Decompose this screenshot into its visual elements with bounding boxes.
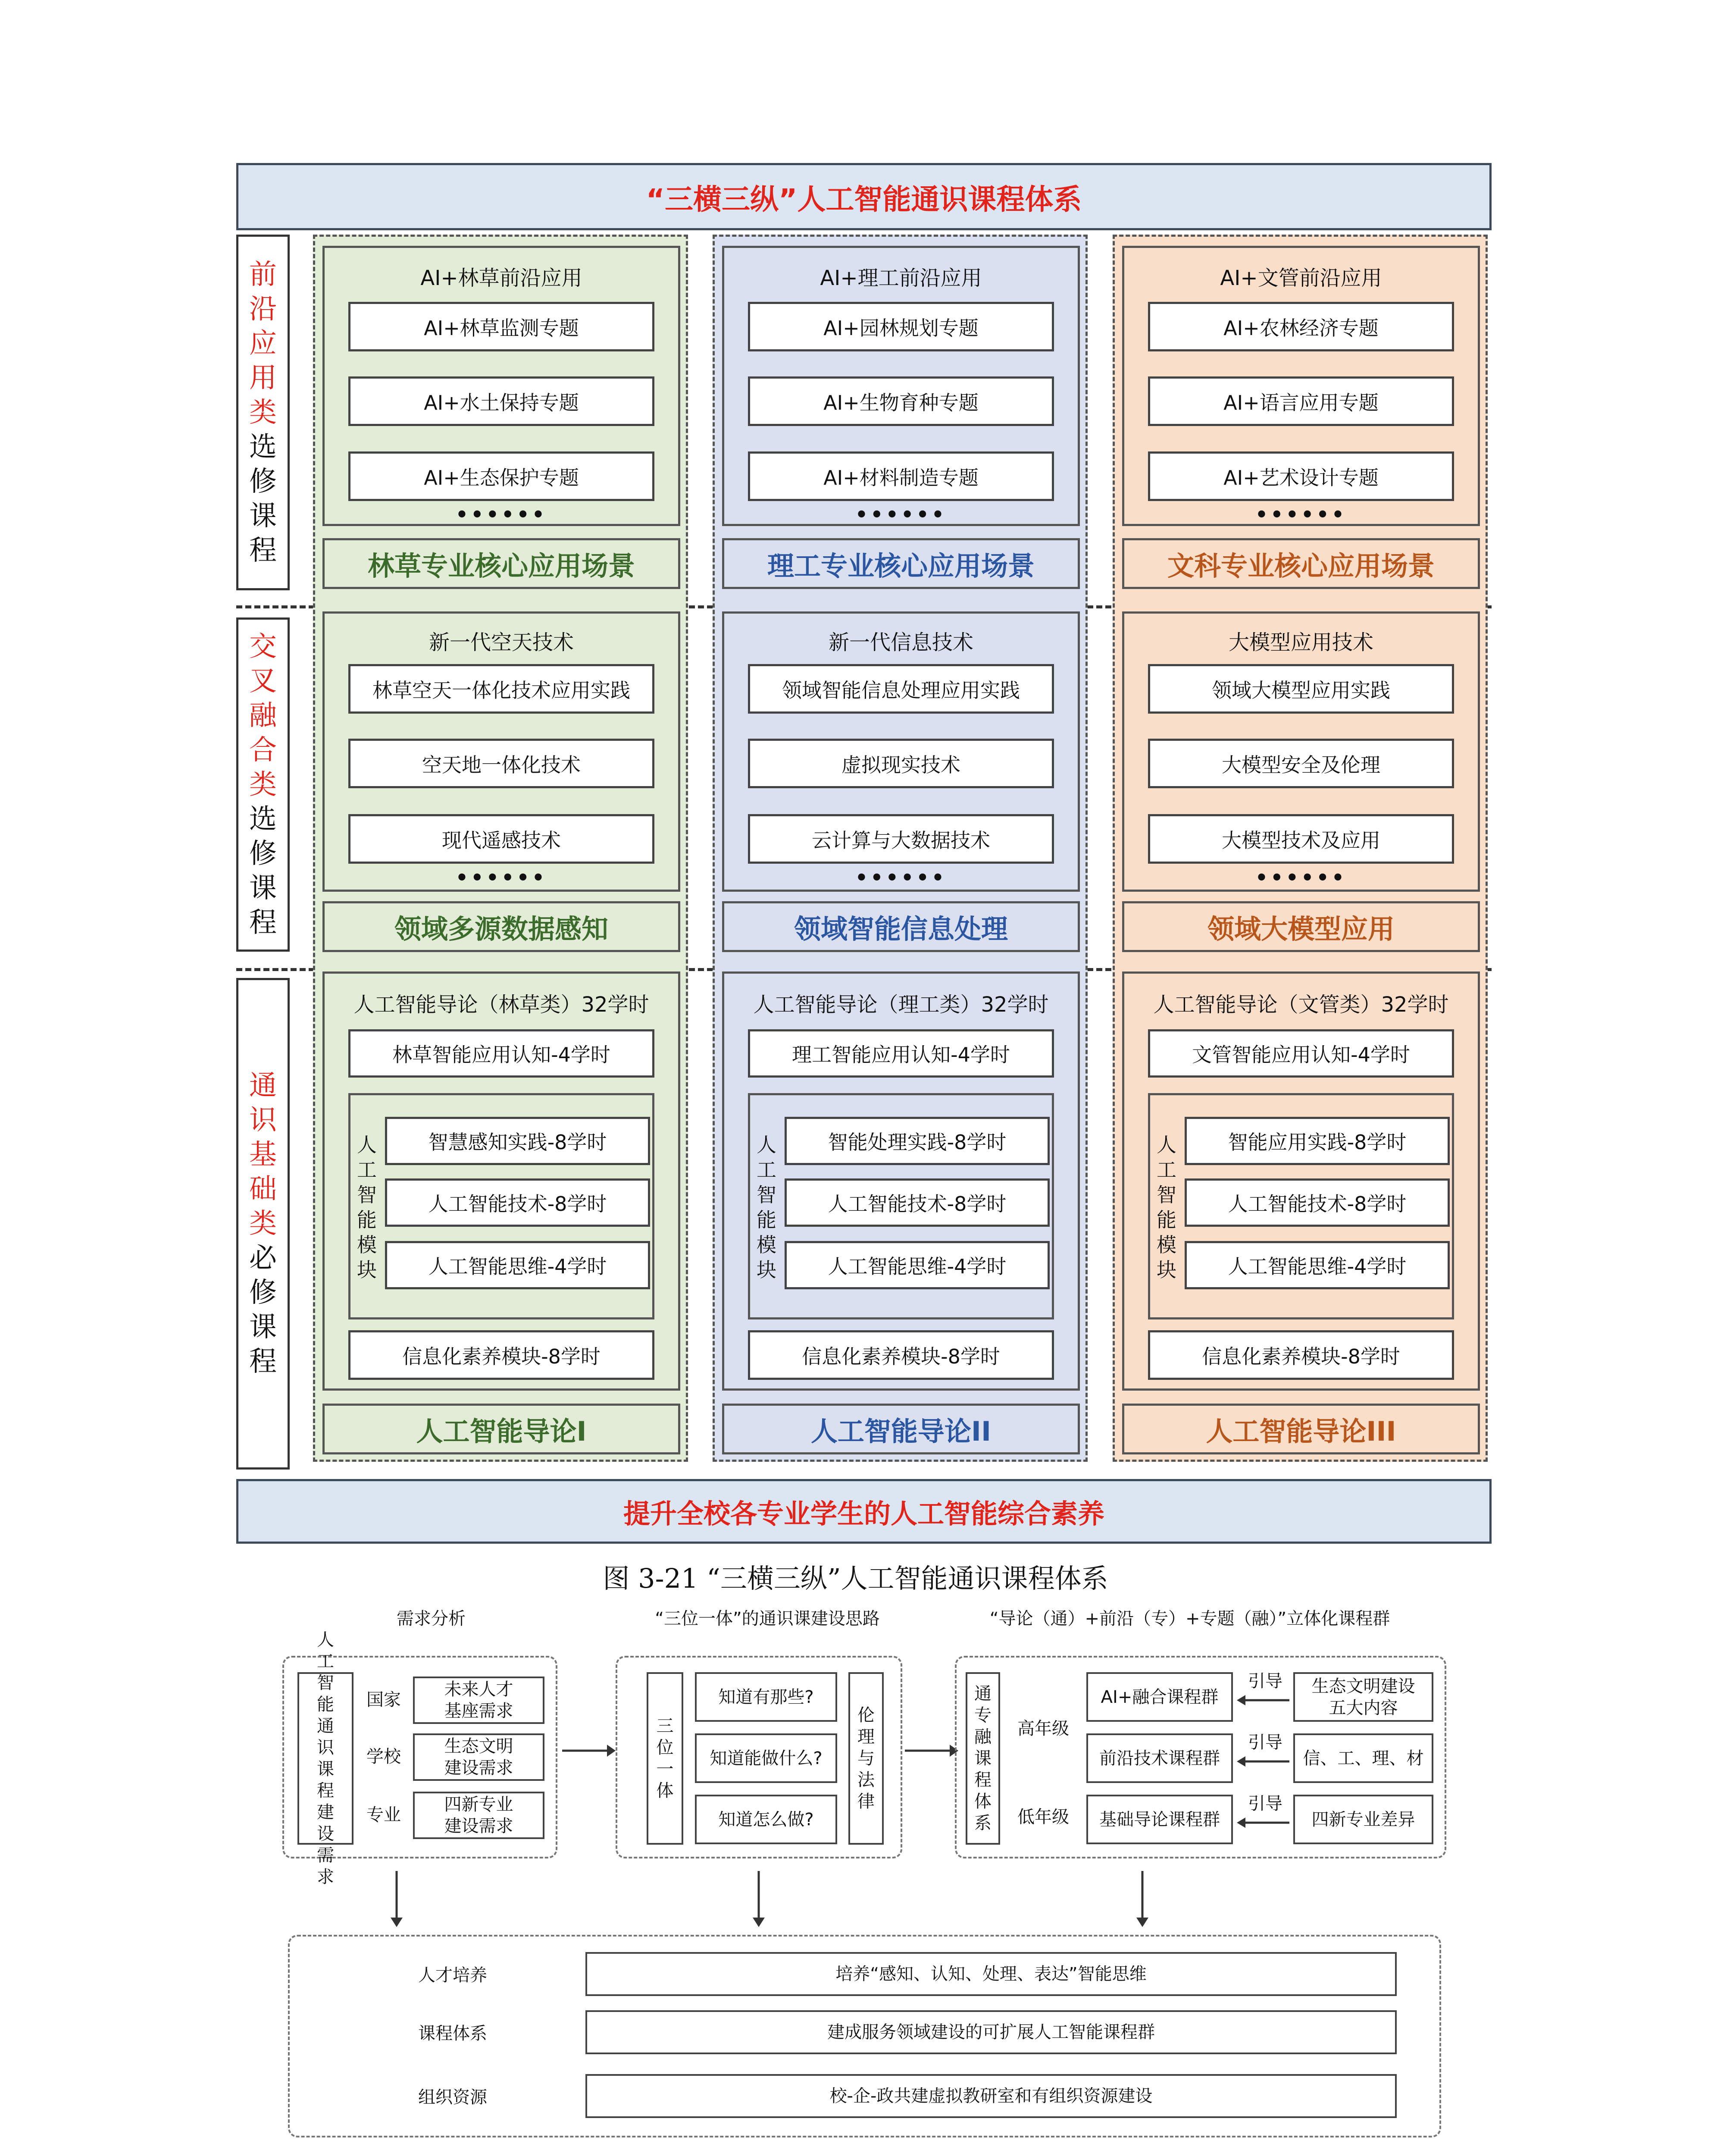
ellipsis: •••••• xyxy=(1255,866,1347,889)
row-label-char: 前 xyxy=(249,258,277,291)
vertical-char: 伦 xyxy=(857,1705,875,1725)
vertical-char: 体 xyxy=(656,1781,674,1801)
need-line: 建设需求 xyxy=(444,1816,513,1836)
module-label-char: 能 xyxy=(357,1208,377,1232)
module-label-char: 块 xyxy=(357,1258,377,1282)
topic-item: 虚拟现实技术 xyxy=(748,739,1054,788)
goal-label: 组织资源 xyxy=(418,2087,487,2107)
topic-item: AI+艺术设计专题 xyxy=(1148,451,1454,501)
row-label-char: 融 xyxy=(249,699,277,732)
row-label-char: 叉 xyxy=(249,665,277,697)
topic-item: 领域大模型应用实践 xyxy=(1148,664,1454,714)
figure-caption: 图 3-21 “三横三纵”人工智能通识课程体系 xyxy=(603,1562,1108,1594)
row-label-char: 选 xyxy=(249,431,277,463)
goal-box: 校-企-政共建虚拟教研室和有组织资源建设 xyxy=(585,2074,1397,2118)
arrow-down-icon xyxy=(1129,1869,1155,1930)
vertical-char: 一 xyxy=(656,1759,674,1779)
goals-footer xyxy=(733,2154,905,2156)
guide-label: 引导 xyxy=(1248,1794,1282,1814)
course-group-box: 前沿技术课程群 xyxy=(1086,1733,1233,1783)
goal-label: 人才培养 xyxy=(418,1965,487,1985)
topic-item: 大模型技术及应用 xyxy=(1148,814,1454,864)
course-group-box: AI+融合课程群 xyxy=(1086,1672,1233,1722)
module-label-char: 能 xyxy=(757,1208,776,1232)
scene-label: 领域智能信息处理 xyxy=(722,901,1080,952)
ethics-label-box xyxy=(848,1672,884,1845)
cross-header: 新一代信息技术 xyxy=(828,630,973,655)
need-box xyxy=(413,1792,544,1839)
row-label xyxy=(236,617,290,952)
module-label-char: 人 xyxy=(357,1133,377,1156)
source-line: 四新专业差异 xyxy=(1311,1809,1415,1830)
vertical-char: 与 xyxy=(857,1749,875,1768)
topic-item: AI+水土保持专题 xyxy=(348,376,654,426)
vertical-char: 法 xyxy=(857,1770,875,1790)
vertical-char: 建 xyxy=(317,1802,334,1822)
vertical-char: 体 xyxy=(974,1792,992,1811)
row-label-char: 识 xyxy=(249,1104,277,1136)
figure-title: “三横三纵”人工智能通识课程体系 xyxy=(236,163,1492,230)
ai-module-label xyxy=(751,1119,782,1296)
frontier-header: AI+文管前沿应用 xyxy=(1220,266,1382,290)
row-label-char: 课 xyxy=(249,500,277,532)
arrow-right-icon xyxy=(560,1738,616,1764)
scene-label: 人工智能导论III xyxy=(1122,1404,1480,1454)
row-label-char: 课 xyxy=(249,1311,277,1343)
module-label-char: 智 xyxy=(757,1183,776,1206)
scene-label: 人工智能导论I xyxy=(322,1404,680,1454)
module-label-char: 块 xyxy=(1157,1258,1176,1282)
grade-low-label: 低年级 xyxy=(1017,1807,1069,1827)
scene-label: 林草专业核心应用场景 xyxy=(322,538,680,589)
topic-item: 空天地一体化技术 xyxy=(348,739,654,788)
need-level-label: 学校 xyxy=(366,1746,401,1767)
row-label-char: 沿 xyxy=(249,293,277,325)
vertical-char: 系 xyxy=(974,1813,992,1833)
question-box: 知道怎么做? xyxy=(695,1795,837,1844)
question-box: 知道有那些? xyxy=(695,1672,837,1722)
vertical-char: 通 xyxy=(974,1684,992,1704)
scene-label: 人工智能导论II xyxy=(722,1404,1080,1454)
goal-box: 培养“感知、认知、处理、表达”智能思维 xyxy=(585,1952,1397,1996)
scene-label: 领域大模型应用 xyxy=(1122,901,1480,952)
course-group-box: 基础导论课程群 xyxy=(1086,1795,1233,1844)
module-label-char: 智 xyxy=(1157,1183,1176,1206)
vertical-char: 位 xyxy=(656,1738,674,1758)
topic-item: 林草空天一体化技术应用实践 xyxy=(348,664,654,714)
row-label-char: 基 xyxy=(249,1139,277,1171)
row-label-char: 选 xyxy=(249,803,277,835)
need-box xyxy=(413,1677,544,1724)
module-label-char: 人 xyxy=(1157,1133,1176,1156)
need-label-box xyxy=(297,1630,353,1887)
row-label-char: 修 xyxy=(249,1277,277,1309)
module-label-char: 工 xyxy=(757,1158,776,1181)
need-box xyxy=(413,1733,544,1781)
module-item: 人工智能技术-8学时 xyxy=(785,1178,1050,1227)
scene-label: 文科专业核心应用场景 xyxy=(1122,538,1480,589)
ellipsis: •••••• xyxy=(855,503,947,526)
ai-module-label xyxy=(1151,1119,1182,1296)
topic-item: AI+材料制造专题 xyxy=(748,451,1054,501)
intro-item: 文管智能应用认知-4学时 xyxy=(1148,1029,1454,1078)
topic-item: AI+生物育种专题 xyxy=(748,376,1054,426)
frontier-header: AI+理工前沿应用 xyxy=(820,266,982,290)
module-item: 智能应用实践-8学时 xyxy=(1185,1117,1450,1165)
source-line: 信、工、理、材 xyxy=(1303,1748,1424,1768)
row-label-char: 程 xyxy=(249,906,277,939)
row-label-char: 类 xyxy=(249,768,277,801)
frontier-header: AI+林草前沿应用 xyxy=(420,266,582,290)
topic-item: AI+园林规划专题 xyxy=(748,302,1054,351)
module-label-char: 能 xyxy=(1157,1208,1176,1232)
row-label-char: 用 xyxy=(249,362,277,394)
arrow-right-icon xyxy=(903,1738,959,1764)
module-item: 人工智能思维-4学时 xyxy=(385,1241,650,1289)
vertical-char: 设 xyxy=(317,1824,334,1844)
ellipsis: •••••• xyxy=(855,866,947,889)
need-line: 未来人才 xyxy=(444,1680,513,1699)
vertical-char: 工 xyxy=(317,1651,334,1671)
intro-item: 理工智能应用认知-4学时 xyxy=(748,1029,1054,1078)
vertical-char: 律 xyxy=(857,1792,875,1811)
source-box xyxy=(1293,1672,1433,1722)
module-item: 人工智能思维-4学时 xyxy=(1185,1241,1450,1289)
ellipsis: •••••• xyxy=(455,503,547,526)
arrow-left-icon xyxy=(1235,1692,1291,1709)
row-label xyxy=(236,978,290,1470)
arrow-down-icon xyxy=(746,1869,772,1930)
course-system-label-box xyxy=(966,1672,1000,1845)
row-label-char: 必 xyxy=(249,1242,277,1274)
row-label-char: 类 xyxy=(249,1208,277,1240)
section-title-trinity: “三位一体”的通识课建设思路 xyxy=(655,1608,880,1629)
info-literacy-item: 信息化素养模块-8学时 xyxy=(748,1330,1054,1380)
guide-label: 引导 xyxy=(1248,1671,1282,1691)
arrow-left-icon xyxy=(1235,1814,1291,1831)
need-line: 四新专业 xyxy=(444,1795,513,1814)
row-label-char: 程 xyxy=(249,534,277,567)
topic-item: AI+语言应用专题 xyxy=(1148,376,1454,426)
grade-high-label: 高年级 xyxy=(1017,1718,1069,1739)
row-label-char: 类 xyxy=(249,396,277,429)
row-label-char: 课 xyxy=(249,872,277,904)
arrow-left-icon xyxy=(1235,1753,1291,1770)
module-label-char: 模 xyxy=(1157,1233,1176,1257)
vertical-char: 求 xyxy=(317,1867,334,1887)
module-label-char: 工 xyxy=(1157,1158,1176,1181)
scene-label: 理工专业核心应用场景 xyxy=(722,538,1080,589)
module-item: 人工智能思维-4学时 xyxy=(785,1241,1050,1289)
ellipsis: •••••• xyxy=(1255,503,1347,526)
guide-label: 引导 xyxy=(1248,1733,1282,1752)
module-item: 智慧感知实践-8学时 xyxy=(385,1117,650,1165)
topic-item: AI+林草监测专题 xyxy=(348,302,654,351)
intro-item: 林草智能应用认知-4学时 xyxy=(348,1029,654,1078)
cross-header: 新一代空天技术 xyxy=(429,630,574,655)
trinity-label-box xyxy=(647,1672,683,1845)
topic-item: AI+农林经济专题 xyxy=(1148,302,1454,351)
topic-item: 云计算与大数据技术 xyxy=(748,814,1054,864)
figure-bottom-banner: 提升全校各专业学生的人工智能综合素养 xyxy=(236,1479,1492,1544)
module-label-char: 智 xyxy=(357,1183,377,1206)
module-label-char: 模 xyxy=(357,1233,377,1257)
vertical-char: 能 xyxy=(317,1695,334,1714)
row-label-char: 应 xyxy=(249,327,277,360)
module-item: 人工智能技术-8学时 xyxy=(1185,1178,1450,1227)
module-item: 人工智能技术-8学时 xyxy=(385,1178,650,1227)
row-label-char: 程 xyxy=(249,1346,277,1378)
cross-header: 大模型应用技术 xyxy=(1228,630,1373,655)
source-line: 五大内容 xyxy=(1329,1698,1398,1718)
need-line: 基座需求 xyxy=(444,1701,513,1721)
row-label xyxy=(236,235,290,590)
vertical-char: 专 xyxy=(974,1705,992,1725)
row-label-char: 修 xyxy=(249,465,277,498)
module-item: 智能处理实践-8学时 xyxy=(785,1117,1050,1165)
question-box: 知道能做什么? xyxy=(695,1733,837,1783)
ellipsis: •••••• xyxy=(455,866,547,889)
module-label-char: 工 xyxy=(357,1158,377,1181)
vertical-char: 程 xyxy=(317,1781,334,1801)
basic-header: 人工智能导论（文管类）32学时 xyxy=(1153,992,1449,1017)
goal-box: 建成服务领域建设的可扩展人工智能课程群 xyxy=(585,2010,1397,2054)
basic-header: 人工智能导论（林草类）32学时 xyxy=(353,992,649,1017)
info-literacy-item: 信息化素养模块-8学时 xyxy=(348,1330,654,1380)
topic-item: 大模型安全及伦理 xyxy=(1148,739,1454,788)
vertical-char: 识 xyxy=(317,1738,334,1758)
vertical-char: 需 xyxy=(317,1846,334,1865)
source-box xyxy=(1293,1795,1433,1844)
need-level-label: 国家 xyxy=(366,1689,401,1710)
goal-label: 课程体系 xyxy=(418,2023,487,2043)
need-line: 生态文明 xyxy=(444,1736,513,1756)
row-label-char: 合 xyxy=(249,734,277,766)
vertical-char: 课 xyxy=(317,1759,334,1779)
topic-item: 现代遥感技术 xyxy=(348,814,654,864)
need-level-label: 专业 xyxy=(366,1805,401,1825)
vertical-char: 人 xyxy=(317,1630,334,1650)
vertical-char: 融 xyxy=(974,1727,992,1747)
vertical-char: 理 xyxy=(857,1727,875,1747)
topic-item: 领域智能信息处理应用实践 xyxy=(748,664,1054,714)
row-label-char: 修 xyxy=(249,837,277,870)
vertical-char: 通 xyxy=(317,1716,334,1736)
row-label-char: 础 xyxy=(249,1173,277,1205)
ai-module-label xyxy=(352,1119,382,1296)
scene-label: 领域多源数据感知 xyxy=(322,901,680,952)
basic-header: 人工智能导论（理工类）32学时 xyxy=(753,992,1049,1017)
module-label-char: 块 xyxy=(757,1258,776,1282)
arrow-down-icon xyxy=(384,1869,410,1930)
row-label-char: 通 xyxy=(249,1070,277,1102)
vertical-char: 智 xyxy=(317,1673,334,1693)
topic-item: AI+生态保护专题 xyxy=(348,451,654,501)
info-literacy-item: 信息化素养模块-8学时 xyxy=(1148,1330,1454,1380)
vertical-char: 三 xyxy=(656,1716,674,1736)
vertical-char: 程 xyxy=(974,1770,992,1790)
source-box xyxy=(1293,1733,1433,1783)
need-line: 建设需求 xyxy=(444,1758,513,1778)
module-label-char: 模 xyxy=(757,1233,776,1257)
section-title-demand: 需求分析 xyxy=(397,1608,466,1629)
source-line: 生态文明建设 xyxy=(1311,1676,1415,1696)
vertical-char: 课 xyxy=(974,1749,992,1768)
row-label-char: 交 xyxy=(249,630,277,663)
section-title-course-groups: “导论（通）+前沿（专）+专题（融）”立体化课程群 xyxy=(989,1608,1390,1629)
module-label-char: 人 xyxy=(757,1133,776,1156)
